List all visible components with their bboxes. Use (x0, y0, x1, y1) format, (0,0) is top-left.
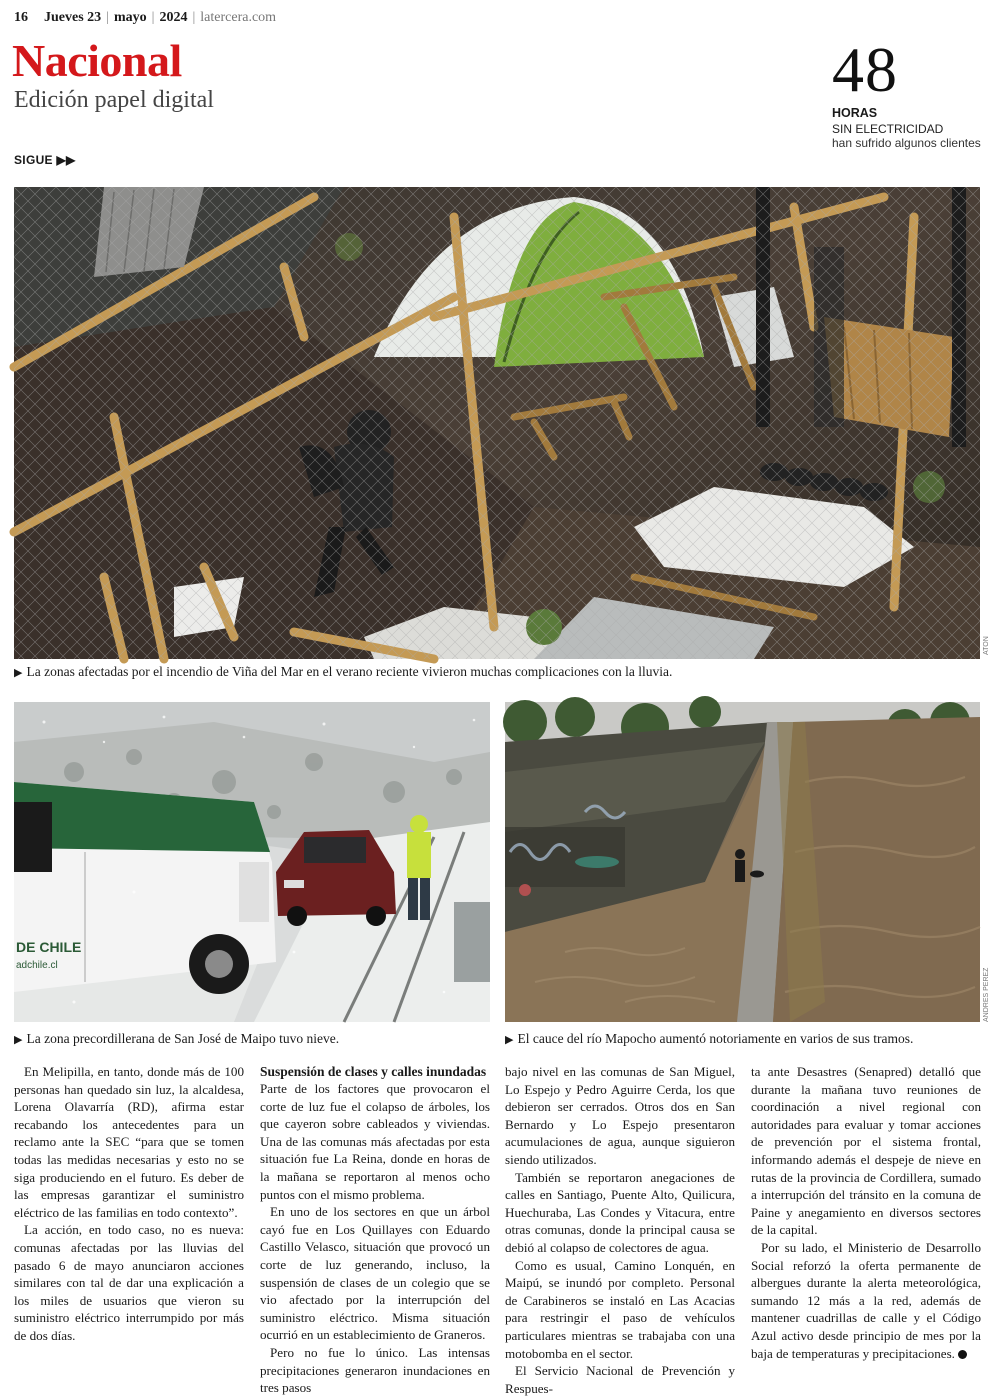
main-photo-caption (14, 664, 672, 680)
stat-label: HORAS (832, 106, 878, 120)
header-site-link[interactable]: latercera.com (200, 10, 277, 25)
header-day: Jueves 23 (44, 10, 102, 25)
article-paragraph: Como es usual, Camino Lonquén, en Maipú, se inundó por completo. Personal de Carabineros se instaló en Las Acacias para restringir el paso de vehículos particulares mientras se trabajaba con una motobomba en el sector. (505, 1257, 735, 1361)
section-subtitle: Edición papel digital (14, 87, 214, 113)
right-photo (505, 702, 980, 1022)
van-text-1: DE CHILE (16, 939, 82, 955)
article-paragraph: ta ante Desastres (Senapred) detalló que durante la mañana tuvo reuniones de coordinación a nivel regional con autoridades para evaluar y tomar acciones de prevención por el sistema frontal, informando además el despeje de nieve en rutas de la provincia de Cordillera, sumado a interrupción del tránsito en la comuna de Paine y anegamiento en diversos sectores de la capital. (751, 1064, 981, 1238)
article-column-2 (260, 1063, 490, 1397)
article-paragraph (751, 1239, 981, 1362)
main-photo-caption-text: La zonas afectadas por el incendio de Viña del Mar en el verano reciente vivieron muchas complicaciones con la lluvia. (26, 664, 673, 679)
page-number: 16 (14, 10, 28, 25)
article-paragraph: Pero no fue lo único. Las intensas precipitaciones generaron inundaciones en tres pasos (260, 1344, 490, 1396)
article-column-4 (751, 1063, 981, 1362)
article-paragraph: En Melipilla, en tanto, donde más de 100 personas han quedado sin luz, la alcaldesa, Lorena Olavarría (RD), afirma estar recabando los antecedentes para un reclamo ante la SEC “para que se tomen todas las medidas necesarias y esto no se siga produciendo en el futuro. Es deber de las empresas garantizar el suministro eléctrico de las familias en todo contexto”. (14, 1064, 244, 1220)
header-month: mayo (113, 10, 147, 25)
article-paragraph: En uno de los sectores en que un árbol cayó fue en Los Quillayes con Eduardo Castillo Velasco, situación que provocó un corte de luz generando, incluso, la suspensión de clases de un colegio que se vio afectado por la interrupción del suministro eléctrico. Misma situación ocurrió en un establecimiento de Graneros. (260, 1204, 490, 1343)
header-separator: | (192, 10, 196, 25)
stat-description-1: SIN ELECTRICIDAD (832, 122, 944, 136)
right-photo-caption (505, 1031, 913, 1047)
article-subheading: Suspensión de clases y calles inundadas (260, 1064, 487, 1079)
article-paragraph: La acción, en todo caso, no es nueva: comunas afectadas por las lluvias del pasado 6 de mayo anunciaron acciones similares con tal de dar una explicación a los miles de usuarios que vieron su suministro eléctrico interrumpido por más de dos días. (14, 1222, 244, 1343)
page-header (14, 10, 276, 26)
header-separator: | (151, 10, 155, 25)
article-paragraph: También se reportaron anegaciones de calles en Santiago, Puente Alto, Quilicura, Huechuraba, Las Condes y Vitacura, entre otras comunas, donde la principal causa se debió al colapso de colectores de agua. (505, 1169, 735, 1255)
sigue-link[interactable]: SIGUE ▶▶ (14, 153, 76, 167)
main-photo (14, 187, 980, 659)
caption-marker-icon: ▶ (505, 1034, 514, 1046)
photo-credit: ANDRES PEREZ (983, 967, 990, 1022)
article-paragraph-text: Por su lado, el Ministerio de Desarrollo Social reforzó la oferta permanente de albergues durante la alerta meteorológica, sumando 12 más a la red, además de mantener cuadrillas de calle y el Código Azul activo desde principio de mes por la baja de temperaturas y precipitaciones. (751, 1239, 981, 1361)
caption-marker-icon: ▶ (14, 667, 23, 679)
right-photo-caption-text: El cauce del río Mapocho aumentó notoriamente en varios de sus tramos. (517, 1031, 914, 1046)
article-paragraph: bajo nivel en las comunas de San Miguel, Lo Espejo y Pedro Aguirre Cerda, los que debieron ser cerrados. Otros dos en San Bernardo y Lo Espejo presentaron acumulaciones de agua, aunque siguieron siendo utilizados. (505, 1064, 735, 1167)
article-column-1 (14, 1063, 244, 1345)
left-photo-caption-text: La zona precordillerana de San José de Maipo tuvo nieve. (26, 1031, 340, 1046)
stat-number: 48 (832, 34, 898, 105)
left-photo (14, 702, 490, 1022)
left-photo-caption (14, 1031, 339, 1047)
article-column-3 (505, 1063, 735, 1397)
van-text-2: adchile.cl (16, 960, 58, 971)
header-year: 2024 (159, 10, 188, 25)
end-of-article-icon (958, 1350, 967, 1359)
stat-description-2: han sufrido algunos clientes (832, 136, 981, 150)
article-paragraph: El Servicio Nacional de Prevención y Respues- (505, 1363, 735, 1396)
caption-marker-icon: ▶ (14, 1034, 23, 1046)
article-paragraph: Parte de los factores que provocaron el corte de luz fue el colapso de árboles, los que cayeron sobre cableados y viviendas. Una de las comunas más afectadas por esta situación fue La Reina, donde en horas de la mañana se reportaron al menos ocho puntos con el mismo problema. (260, 1081, 490, 1202)
stat-box (832, 34, 992, 150)
header-separator: | (106, 10, 109, 25)
photo-credit: ATON (983, 636, 990, 655)
section-title: Nacional (12, 35, 182, 86)
